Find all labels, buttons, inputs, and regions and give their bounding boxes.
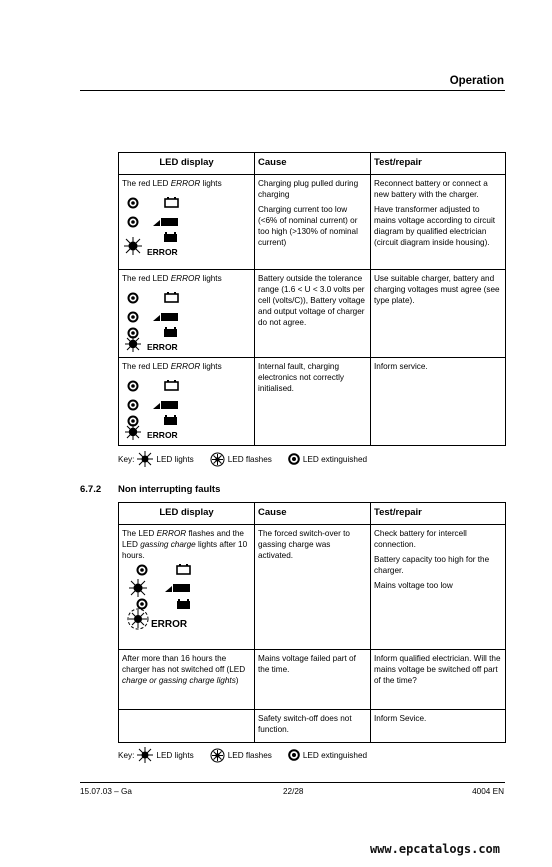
led-cell xyxy=(119,270,255,358)
column-header-cause: Cause xyxy=(255,153,371,175)
non-interrupting-faults-table xyxy=(118,502,506,743)
battery-icon xyxy=(165,292,178,302)
led-label: ERROR xyxy=(151,619,188,631)
led-label: ERROR xyxy=(147,430,178,441)
led-description: The red LED ERROR lights xyxy=(122,179,222,188)
led-cell: After more than 16 hours the charger has not switched off (LED charge or gassing charge lights) xyxy=(119,650,255,710)
led-extinguished-icon xyxy=(288,749,300,761)
led-panel xyxy=(122,563,251,631)
led-extinguished-icon xyxy=(129,382,138,391)
legend-key: Key: LED lights LED flashes LED extinguished xyxy=(118,747,367,763)
led-description: The LED ERROR flashes and the LED gassing charge lights after 10 hours. xyxy=(122,529,248,561)
table-row xyxy=(119,525,506,650)
page-number: 22/28 xyxy=(283,787,304,796)
led-panel xyxy=(122,288,251,354)
table-row xyxy=(119,710,506,743)
led-lights-icon xyxy=(137,747,153,763)
header-rule xyxy=(80,90,505,91)
led-cell xyxy=(119,175,255,270)
table-header-row xyxy=(119,503,506,525)
led-extinguished-icon xyxy=(129,313,138,322)
watermark: www.epcatalogs.com xyxy=(369,842,500,856)
led-extinguished-icon xyxy=(138,600,147,609)
document-id: 4004 EN xyxy=(472,787,504,796)
cause-cell: Battery outside the tolerance range (1.6 < U < 3.0 volts per cell (volts/C)), Battery voltage and output voltage of charger do not agree. xyxy=(255,270,371,358)
section-header-title: Operation xyxy=(449,75,504,87)
table-header-row xyxy=(119,153,506,175)
section-number: 6.7.2 xyxy=(80,484,102,495)
led-extinguished-icon xyxy=(129,294,138,303)
led-extinguished-icon xyxy=(129,218,138,227)
cause-cell: Charging plug pulled during charging Charging current too low (<6% of nominal current) or too high (>130% of nominal current) xyxy=(255,175,371,270)
cause-cell: The forced switch-over to gassing charge was activated. xyxy=(255,525,371,650)
led-flashes-icon xyxy=(210,452,225,467)
repair-cell: Inform service. xyxy=(371,358,506,446)
cause-cell: Mains voltage failed part of the time. xyxy=(255,650,371,710)
footer-rule xyxy=(80,782,505,783)
led-lights-icon xyxy=(137,451,153,467)
legend-key: Key: LED lights LED flashes LED extinguished xyxy=(118,451,367,467)
charge-icon xyxy=(165,584,190,592)
charge-icon xyxy=(153,401,178,409)
led-lights-icon xyxy=(125,336,141,352)
interrupting-faults-table xyxy=(118,152,506,446)
battery-icon xyxy=(177,564,190,574)
led-extinguished-icon xyxy=(138,566,147,575)
repair-cell: Reconnect battery or connect a new battery with the charger. Have transformer adjusted to mains voltage according to circuit diagram by qualified electrician (circuit diagram inside housing). xyxy=(371,175,506,270)
column-header-repair: Test/repair xyxy=(371,503,506,525)
led-cell xyxy=(119,525,255,650)
led-lights-icon xyxy=(129,579,147,597)
led-flashes-icon xyxy=(128,609,148,629)
led-cell xyxy=(119,710,255,743)
battery-gassing-icon xyxy=(177,599,190,609)
led-lights-icon xyxy=(124,237,142,255)
charge-icon xyxy=(153,313,178,321)
led-lights-icon xyxy=(125,424,141,440)
column-header-repair: Test/repair xyxy=(371,153,506,175)
column-header-led: LED display xyxy=(119,503,255,525)
led-panel xyxy=(122,193,251,259)
table-row xyxy=(119,650,506,710)
led-description: The red LED ERROR lights xyxy=(122,362,222,372)
repair-cell: Inform qualified electrician. Will the mains voltage be switched off part of the time? xyxy=(371,650,506,710)
battery-icon xyxy=(165,380,178,390)
section-title: Non interrupting faults xyxy=(118,484,221,495)
charge-icon xyxy=(153,218,178,226)
led-extinguished-icon xyxy=(129,401,138,410)
led-label: ERROR xyxy=(147,247,178,258)
battery-gassing-icon xyxy=(164,327,177,337)
footer-date: 15.07.03 – Ga xyxy=(80,787,132,796)
column-header-cause: Cause xyxy=(255,503,371,525)
led-extinguished-icon xyxy=(288,453,300,465)
cause-cell: Internal fault, charging electronics not correctly initialised. xyxy=(255,358,371,446)
led-extinguished-icon xyxy=(129,199,138,208)
led-description: The red LED ERROR lights xyxy=(122,274,222,283)
repair-cell: Use suitable charger, battery and charging voltages must agree (see type plate). xyxy=(371,270,506,358)
battery-icon xyxy=(165,197,178,207)
battery-gassing-icon xyxy=(164,232,177,242)
led-flashes-icon xyxy=(210,748,225,763)
battery-gassing-icon xyxy=(164,415,177,425)
table-row xyxy=(119,270,506,358)
table-row xyxy=(119,175,506,270)
repair-cell: Inform Sevice. xyxy=(371,710,506,743)
cause-cell: Safety switch-off does not function. xyxy=(255,710,371,743)
led-label: ERROR xyxy=(147,342,178,353)
led-cell xyxy=(119,358,255,446)
led-panel xyxy=(122,376,251,442)
table-row xyxy=(119,358,506,446)
column-header-led: LED display xyxy=(119,153,255,175)
repair-cell: Check battery for intercell connection. Battery capacity too high for the charger. Mains voltage too low xyxy=(371,525,506,650)
